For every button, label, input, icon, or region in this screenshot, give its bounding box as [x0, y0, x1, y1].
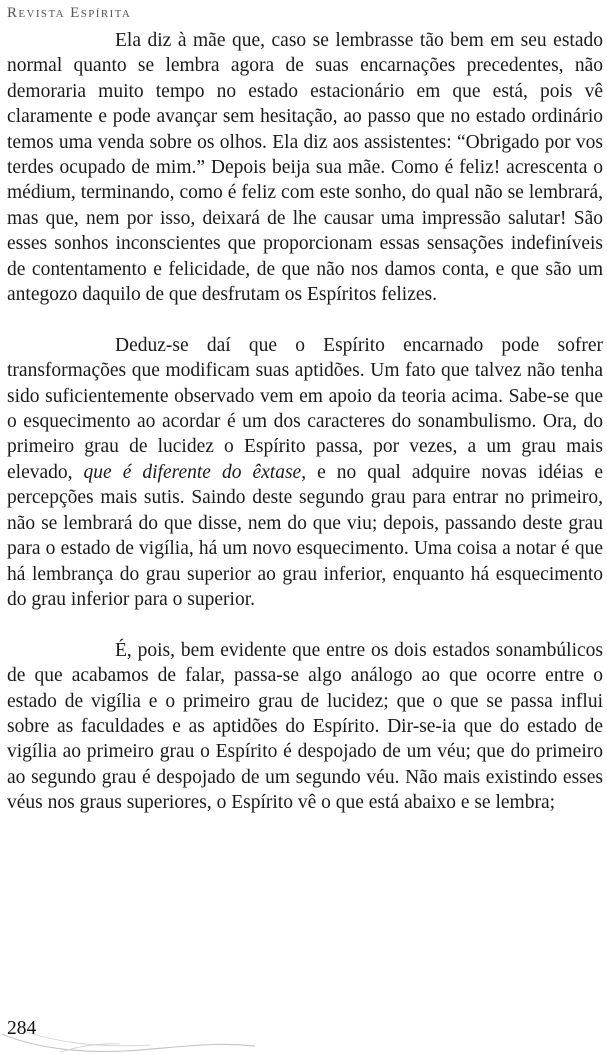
page-body	[7, 28, 603, 841]
paragraph-2-text-start: Deduz-se daí que o Espírito encarnado pode sofrer transformações que modificam suas aptidões. Um fato que talvez não tenha sido suficientemente observado vem em apoio da teoria acima. Sabe-se que o esquecimento ao acordar é um dos caracteres do sonambulismo. Ora, do primeiro grau de lucidez o Espírito passa, por vezes, a um grau mais elevado,	[7, 334, 603, 483]
paragraph-2-text-end: , e no qual adquire novas idéias e percepções mais sutis. Saindo deste segundo grau para entrar no primeiro, não se lembrará do que disse, nem do que viu; depois, passando deste grau para o estado de vigília, há um novo esquecimento. Uma coisa a notar é que há lembrança do grau superior ao grau inferior, enquanto há esquecimento do grau inferior para o superior.	[7, 461, 603, 610]
running-header: Revista Espírita	[7, 5, 132, 21]
paragraph-2-italic-phrase: que é diferente do êxtase	[83, 461, 302, 483]
paragraph-3	[7, 638, 603, 816]
paragraph-2	[7, 333, 603, 612]
paragraph-3-text: É, pois, bem evidente que entre os dois estados sonambúlicos de que acabamos de falar, passa-se algo análogo ao que ocorre entre o estado de vigília e o primeiro grau de lucidez; que o que se passa influi sobre as faculdades e as aptidões do Espírito. Dir-se-ia que do estado de vigília ao primeiro grau o Espírito é despojado de um véu; que do primeiro ao segundo grau é despojado de um segundo véu. Não mais existindo esses véus nos graus superiores, o Espírito vê o que está abaixo e se lembra;	[7, 639, 603, 814]
decorative-flourish-icon	[0, 1028, 260, 1055]
paragraph-1-text: Ela diz à mãe que, caso se lembrasse tão bem em seu estado normal quanto se lembra agora de suas encarnações precedentes, não demoraria muito tempo no estado estacionário em que está, pois vê claramente e pode avançar sem hesitação, ao passo que no estado ordinário temos uma venda sobre os olhos. Ela diz aos assistentes: “Obrigado por vos terdes ocupado de mim.” Depois beija sua mãe. Como é feliz! acrescenta o médium, terminando, como é feliz com este sonho, do qual não se lembrará, mas que, nem por isso, deixará de lhe causar uma impressão salutar! São esses sonhos inconscientes que proporcionam essas sensações indefiníveis de contentamento e felicidade, de que não nos damos conta, e que são um antegozo daquilo de que desfrutam os Espíritos felizes.	[7, 30, 603, 306]
paragraph-1	[7, 28, 603, 307]
page-number: 284	[7, 1018, 37, 1039]
